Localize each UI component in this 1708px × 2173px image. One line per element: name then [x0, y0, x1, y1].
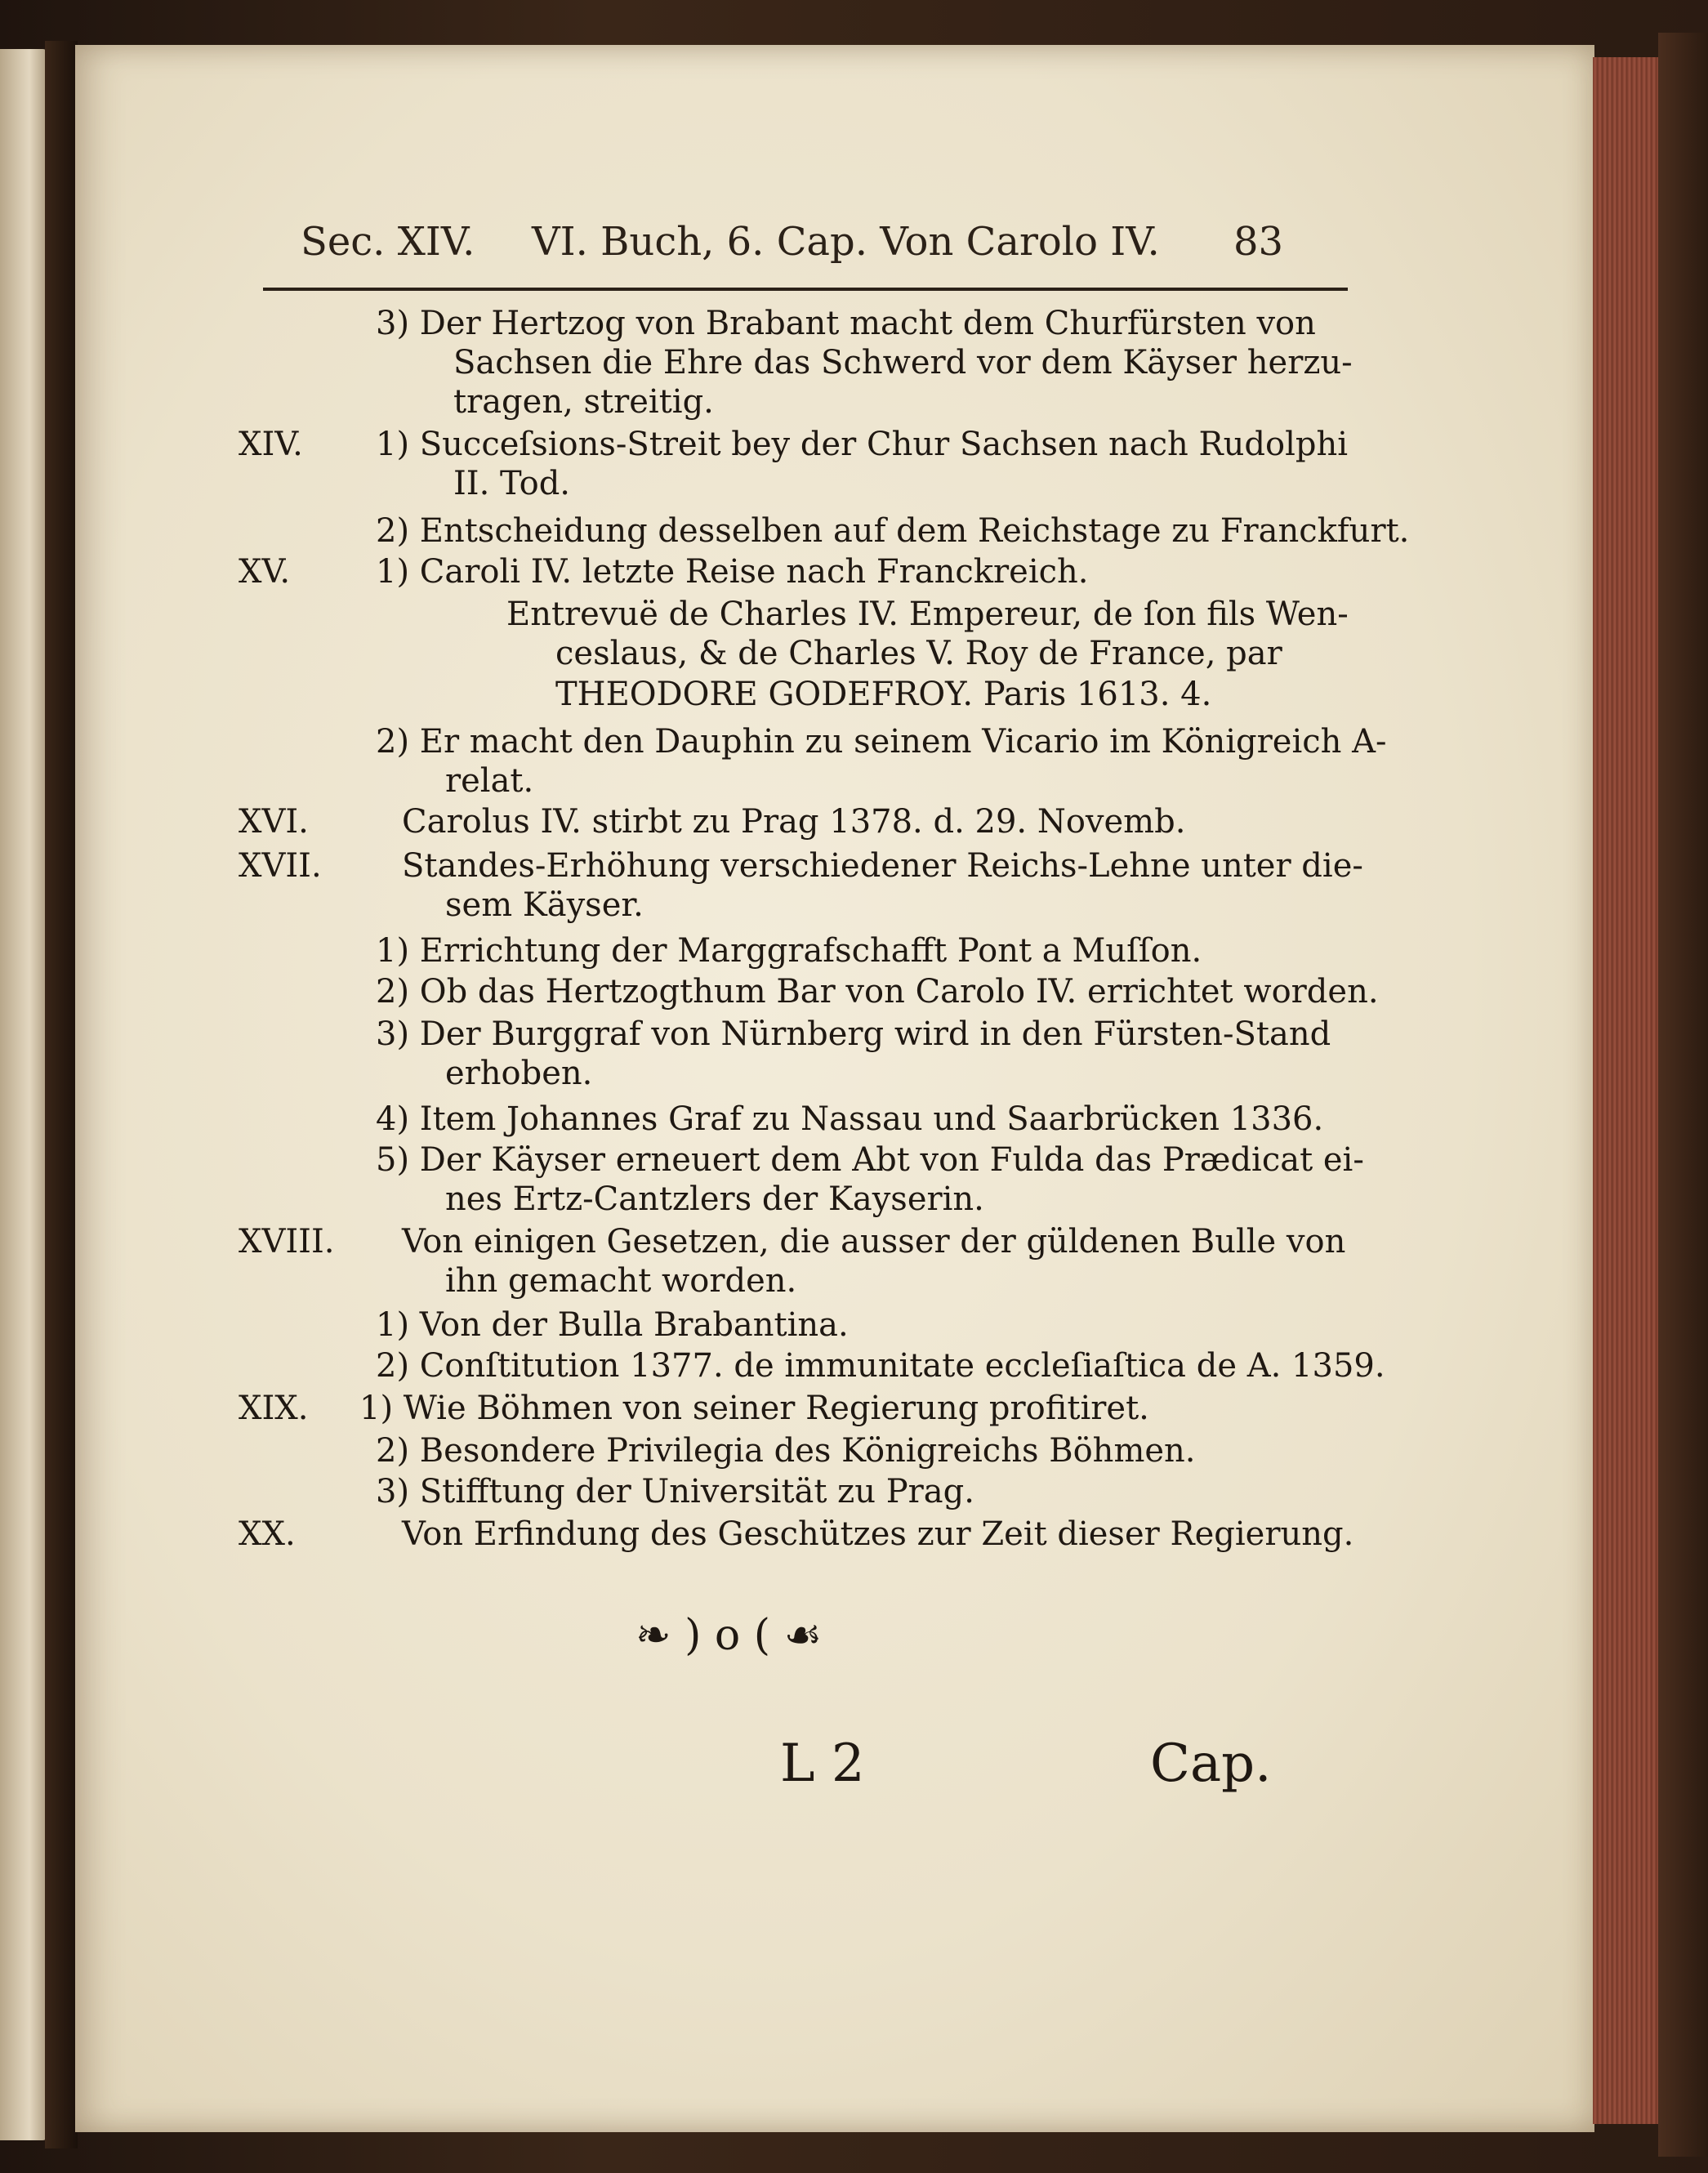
entry-line: 3) Der Hertzog von Brabant macht dem Churfürsten von	[376, 305, 1316, 342]
entry-line: 2) Ob das Hertzogthum Bar von Carolo IV. errichtet worden.	[376, 973, 1379, 1011]
entry-line: Entrevuë de Charles IV. Empereur, de ſon fils Wen-	[506, 596, 1349, 633]
entry-line: 3) Der Burggraf von Nürnberg wird in den Fürsten-Stand	[376, 1015, 1331, 1053]
entry-line: ceslaus, & de Charles V. Roy de France, par	[555, 635, 1282, 672]
entry-line: 2) Er macht den Dauphin zu seinem Vicario im Königreich A-	[376, 723, 1387, 761]
entry-line: 3) Stifftung der Universität zu Prag.	[376, 1473, 974, 1510]
entry-line: Standes-Erhöhung verschiedener Reichs-Lehne unter die-	[402, 847, 1363, 885]
entry-line: Sachsen die Ehre das Schwerd vor dem Käyser herzu-	[453, 344, 1353, 382]
entry-line: 2) Entscheidung desselben auf dem Reichstage zu Franckfurt.	[376, 512, 1410, 550]
entry-line: nes Ertz-Cantzlers der Kayserin.	[445, 1180, 984, 1218]
entry-line: 1) Caroli IV. letzte Reise nach Franckreich.	[376, 553, 1089, 591]
ornament: ❧ ) o ( ☙	[635, 1611, 823, 1660]
entry-line: 2) Besondere Privilegia des Königreichs Böhmen.	[376, 1432, 1196, 1470]
entry-line: 2) Conſtitution 1377. de immunitate eccleſiaſtica de A. 1359.	[376, 1347, 1385, 1385]
section-numeral: XVIII.	[239, 1223, 335, 1261]
entry-line: Von Erfindung des Geschützes zur Zeit dieser Regierung.	[402, 1515, 1354, 1553]
entry-line: 1) Errichtung der Marggrafschafft Pont a Muſſon.	[376, 932, 1202, 970]
entry-line: II. Tod.	[453, 465, 571, 502]
entry-line: sem Käyser.	[445, 886, 644, 924]
section-numeral: XX.	[239, 1515, 296, 1553]
entry-line: 1) Wie Böhmen von seiner Regierung profitiret.	[359, 1390, 1149, 1427]
entry-line: tragen, streitig.	[453, 383, 714, 421]
header-section: Sec. XIV.	[301, 219, 475, 265]
page-number: 83	[1233, 219, 1284, 265]
section-numeral: XVI.	[239, 803, 309, 841]
section-numeral: XV.	[239, 553, 291, 591]
section-numeral: XIV.	[239, 426, 303, 463]
entry-line: Carolus IV. stirbt zu Prag 1378. d. 29. Novemb.	[402, 803, 1186, 841]
entry-line: erhoben.	[445, 1055, 593, 1092]
section-numeral: XIX.	[239, 1390, 309, 1427]
header-title: VI. Buch, 6. Cap. Von Carolo IV.	[532, 219, 1160, 265]
entry-line: 5) Der Käyser erneuert dem Abt von Fulda das Prædicat ei-	[376, 1141, 1364, 1179]
entry-line: 4) Item Johannes Graf zu Nassau und Saarbrücken 1336.	[376, 1100, 1324, 1138]
catchword: Cap.	[1150, 1733, 1272, 1794]
entry-line: THEODORE GODEFROY. Paris 1613. 4.	[555, 676, 1212, 713]
entry-line: relat.	[445, 762, 534, 800]
entry-line: 1) Succeſsions-Streit bey der Chur Sachsen nach Rudolphi	[376, 426, 1349, 463]
signature-mark: L 2	[780, 1733, 865, 1794]
entry-line: ihn gemacht worden.	[445, 1262, 797, 1300]
section-numeral: XVII.	[239, 847, 322, 885]
entry-line: 1) Von der Bulla Brabantina.	[376, 1306, 849, 1344]
entry-line: Von einigen Gesetzen, die ausser der güldenen Bulle von	[402, 1223, 1346, 1261]
